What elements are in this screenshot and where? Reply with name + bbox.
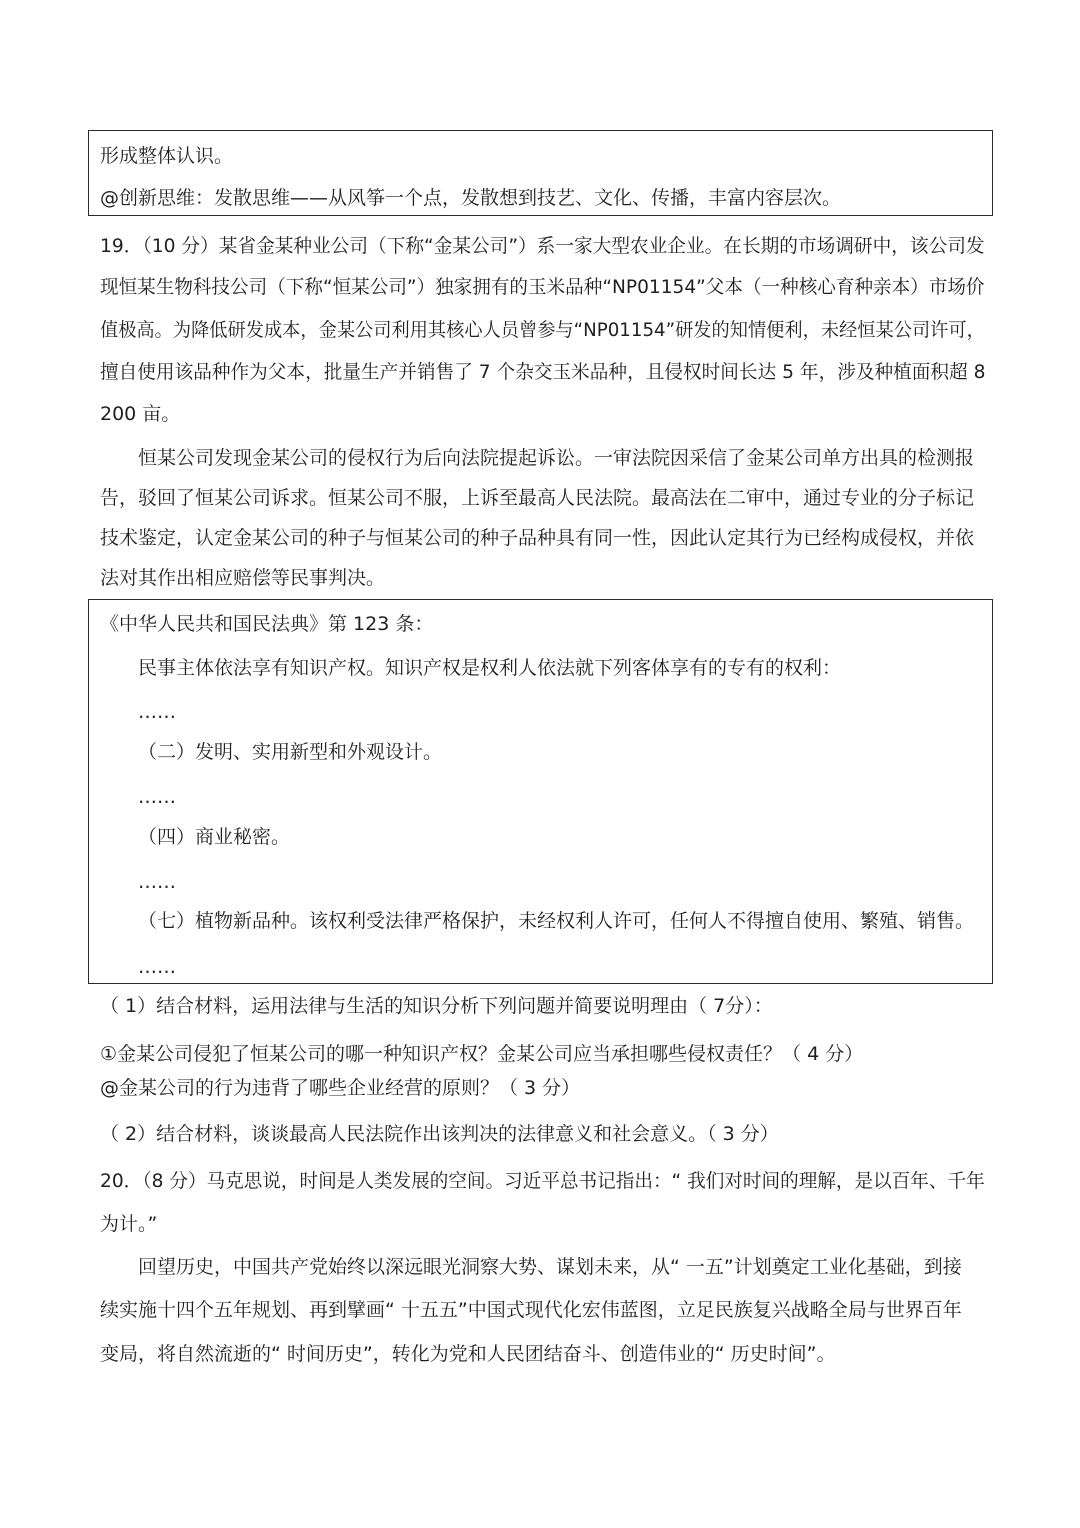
q20-text-line: 20．（8 分）马克思说，时间是人类发展的空间。习近平总书记指出：“ 我们对时间的理解，是以百年、千年: [100, 1170, 985, 1192]
q19-text-line: 法对其作出相应赔偿等民事判决。: [100, 567, 386, 589]
q19-text-line: 19．（10 分）某省金某种业公司（下称“金某公司”）系一家大型农业企业。在长期的市场调研中，该公司发: [100, 235, 985, 257]
sub-question-1a: ①金某公司侵犯了恒某公司的哪一种知识产权？金某公司应当承担哪些侵权责任？（ 4 分）: [100, 1043, 864, 1065]
q19-text-line: 告，驳回了恒某公司诉求。恒某公司不服，上诉至最高人民法院。最高法在二审中，通过专业的分子标记: [100, 487, 975, 509]
q19-text-line: 恒某公司发现金某公司的侵权行为后向法院提起诉讼。一审法院因采信了金某公司单方出具的检测报: [138, 447, 975, 469]
law-line: （七）植物新品种。该权利受法律严格保护，未经权利人许可，任何人不得擅自使用、繁殖、销售。: [138, 910, 975, 932]
law-line: 民事主体依法享有知识产权。知识产权是权利人依法就下列客体享有的专有的权利：: [138, 657, 842, 679]
q19-text-line: 擅自使用该品种作为父本，批量生产并销售了 7 个杂交玉米品种，且侵权时间长达 5 年，涉及种植面积超 8: [100, 361, 986, 383]
law-ellipsis: ……: [138, 701, 176, 723]
law-line: （四）商业秘密。: [138, 826, 291, 848]
q20-text-line: 为计。”: [100, 1213, 158, 1235]
q20-text-line: 变局，将自然流逝的“ 时间历史”，转化为党和人民团结奋斗、创造伟业的“ 历史时间”。: [100, 1343, 836, 1365]
q19-text-line: 现恒某生物科技公司（下称“恒某公司”）独家拥有的玉米品种“NP01154”父本（一种核心育种亲本）市场价: [100, 276, 985, 298]
q20-text-line: 回望历史，中国共产党始终以深远眼光洞察大势、谋划未来，从“ 一五”计划奠定工业化基础，到接: [138, 1256, 962, 1278]
answer-note-line: @创新思维：发散思维——从风筝一个点，发散想到技艺、文化、传播，丰富内容层次。: [100, 187, 842, 209]
law-line: （二）发明、实用新型和外观设计。: [138, 741, 443, 763]
law-ellipsis: ……: [138, 956, 176, 978]
sub-question-1b: @金某公司的行为违背了哪些企业经营的原则？（ 3 分）: [100, 1077, 581, 1099]
law-ellipsis: ……: [138, 871, 176, 893]
sub-question-1: （ 1）结合材料，运用法律与生活的知识分析下列问题并简要说明理由（ 7分）：: [100, 995, 773, 1017]
q19-text-line: 技术鉴定，认定金某公司的种子与恒某公司的种子品种具有同一性，因此认定其行为已经构成侵权，并依: [100, 527, 975, 549]
answer-note-line: 形成整体认识。: [100, 145, 234, 167]
q19-text-line: 值极高。为降低研发成本，金某公司利用其核心人员曾参与“NP01154”研发的知情便利，未经恒某公司许可，: [100, 319, 985, 341]
law-title: 《中华人民共和国民法典》第 123 条：: [100, 613, 434, 635]
sub-question-2: （ 2）结合材料，谈谈最高人民法院作出该判决的法律意义和社会意义。（ 3 分）: [100, 1123, 779, 1145]
law-ellipsis: ……: [138, 786, 176, 808]
q20-text-line: 续实施十四个五年规划、再到擘画“ 十五五”中国式现代化宏伟蓝图，立足民族复兴战略全局与世界百年: [100, 1299, 962, 1321]
q19-text-line: 200 亩。: [100, 403, 181, 425]
